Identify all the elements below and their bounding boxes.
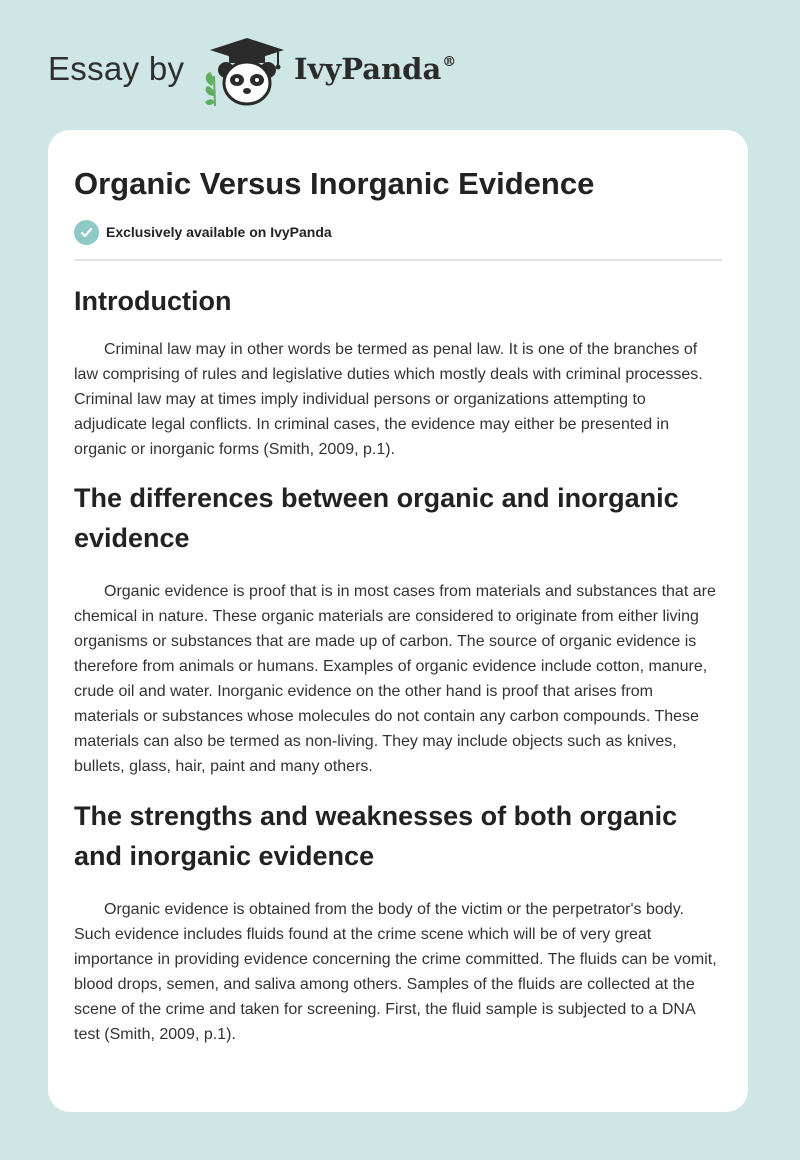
section-heading-introduction: Introduction <box>74 286 232 316</box>
site-header <box>48 36 748 108</box>
article-card <box>48 130 748 1112</box>
check-circle-icon <box>74 220 99 245</box>
panda-graduate-icon <box>202 36 292 108</box>
brand-name[interactable]: IvyPanda® <box>294 52 457 86</box>
paragraph-strengths: Organic evidence is obtained from the body of the victim or the perpetrator's body. Such evidence includes fluids found at the crime scene which will be of very great importance in providing evidence concerning the crime committed. The fluids can be vomit, blood drops, semen, and saliva among others. Samples of the fluids are collected at the scene of the crime and taken for screening. First, the fluid sample is subjected to a DNA test (Smith, 2009, p.1). <box>74 901 717 1043</box>
exclusive-text: Exclusively available on IvyPanda <box>106 224 332 240</box>
page-title: Organic Versus Inorganic Evidence <box>74 166 595 201</box>
essay-by-label: Essay by <box>48 50 185 87</box>
paragraph-differences: Organic evidence is proof that is in most cases from materials and substances that are chemical in nature. These organic materials are considered to originate from either living organisms or substances that are made up of carbon. The source of organic evidence is therefore from animals or humans. Examples of organic evidence include cotton, manure, crude oil and water. Inorganic evidence on the other hand is proof that arises from materials or substances whose molecules do not contain any carbon compounds. These materials can also be termed as non-living. They may include objects such as knives, bullets, glass, hair, paint and many others. <box>74 583 716 775</box>
divider <box>74 259 722 261</box>
paragraph-introduction: Criminal law may in other words be termed as penal law. It is one of the branches of law comprising of rules and legislative duties which mostly deals with criminal processes. Criminal law may at times imply individual persons or organizations attempting to adjudicate legal conflicts. In criminal cases, the evidence may either be presented in organic or inorganic forms (Smith, 2009, p.1). <box>74 341 703 458</box>
section-heading-differences: The differences between organic and inorganic evidence <box>74 483 679 553</box>
section-heading-strengths: The strengths and weaknesses of both organic and inorganic evidence <box>74 801 678 871</box>
exclusive-badge <box>74 218 722 246</box>
